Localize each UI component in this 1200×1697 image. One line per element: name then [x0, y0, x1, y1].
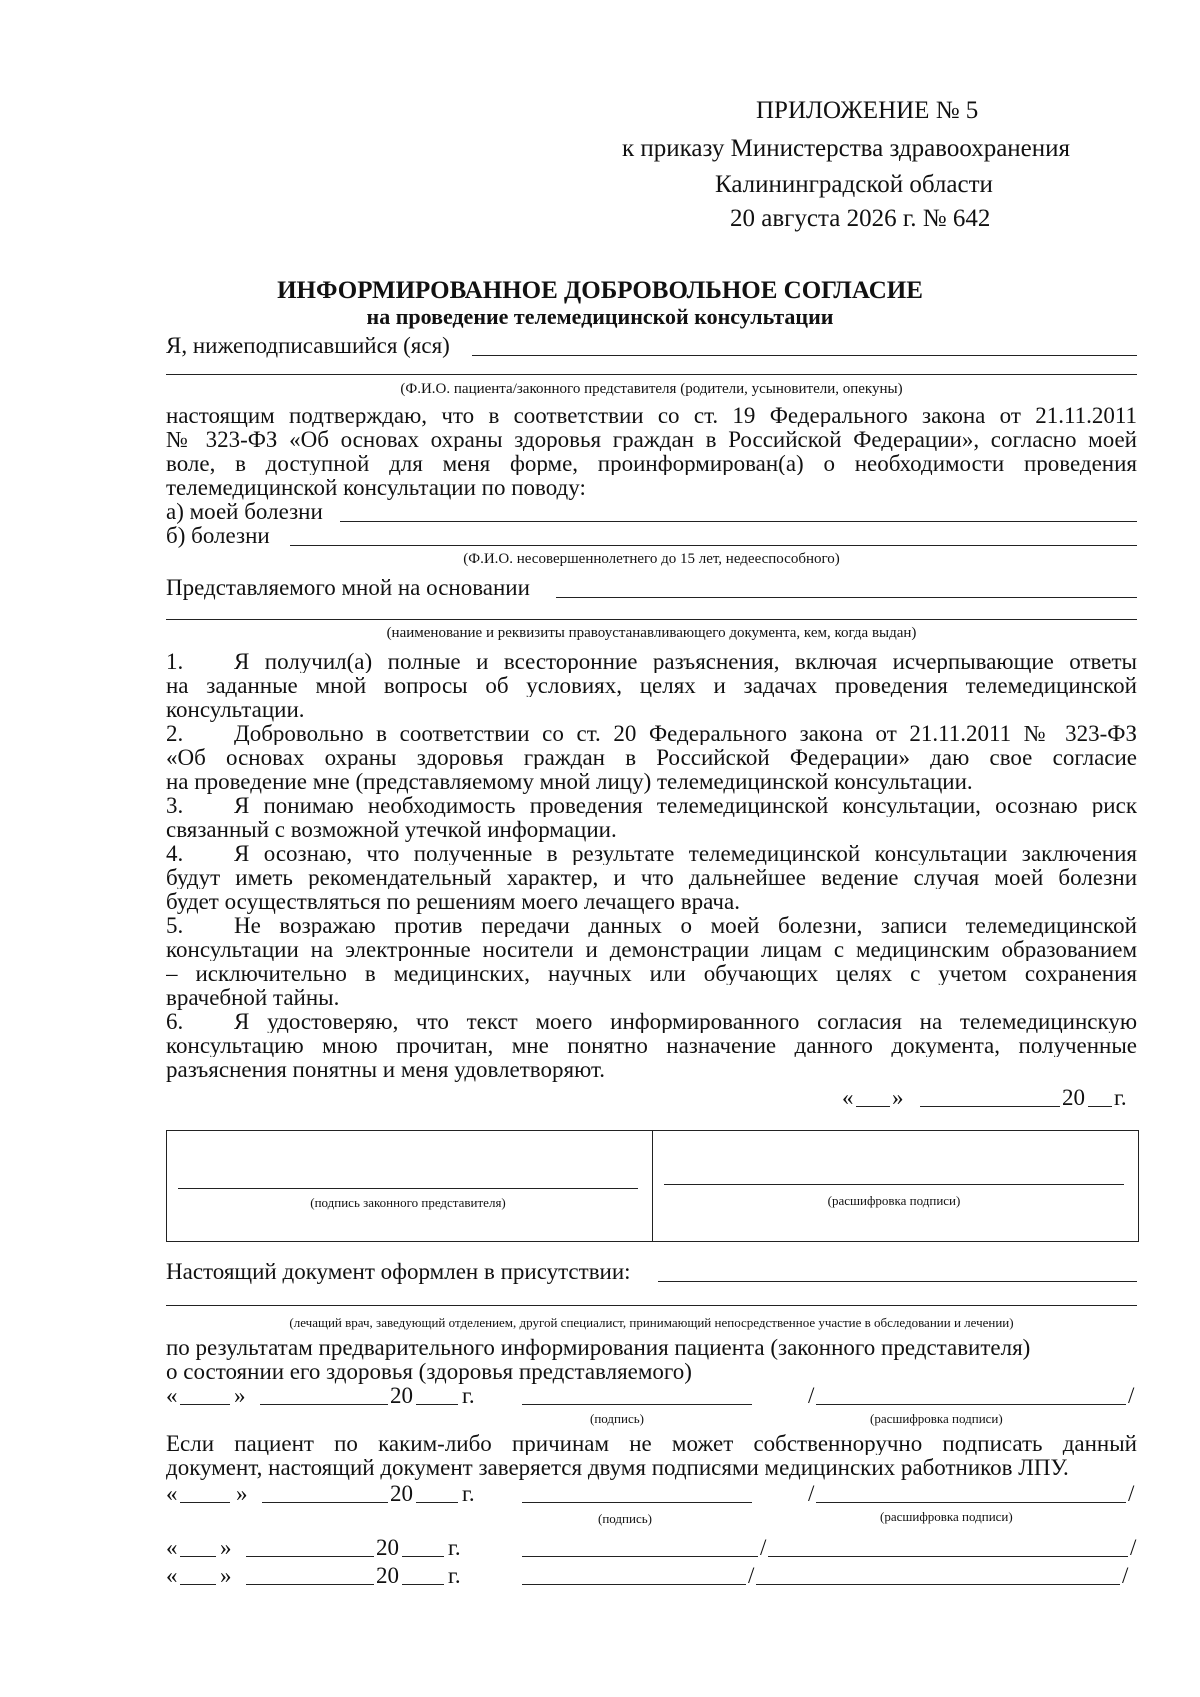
representative-signature-field[interactable] [178, 1188, 638, 1189]
item-5-line-3: – исключительно в медицинских, научных или обучающих целях с учетом сохранения [166, 962, 1137, 985]
representative-signature-caption: (подпись законного представителя) [310, 1195, 506, 1210]
intro-line-4: телемедицинской консультации по поводу: [166, 475, 586, 500]
fb1-day-field[interactable] [180, 1502, 230, 1503]
presence-signature-field[interactable] [522, 1404, 752, 1405]
item-6-line-1: Я удостоверяю, что текст моего информированного согласия на телемедицинскую [234, 1010, 1137, 1033]
option-b-label: б) болезни [166, 523, 270, 548]
signer-name-field[interactable] [472, 355, 1137, 356]
item-6-line-3: разъяснения понятны и меня удовлетворяют. [166, 1057, 606, 1082]
fb1-decode-caption: (расшифровка подписи) [880, 1509, 1013, 1524]
item-6-line-2: консультацию мною прочитан, мне понятно назначение данного документа, полученные [166, 1034, 1137, 1057]
fb2-open: « [166, 1535, 178, 1560]
intro-line-1: настоящим подтверждаю, что в соответствии со ст. 19 Федерального закона от 21.11.2011 [166, 404, 1137, 427]
presence-decode-caption: (расшифровка подписи) [870, 1411, 1003, 1426]
fb3-slash-left: / [748, 1563, 755, 1588]
document-subtitle: на проведение телемедицинской консультации [366, 304, 834, 329]
represented-label: Представляемого мной на основании [166, 575, 530, 600]
presence-year-prefix: 20 [390, 1383, 413, 1408]
date-open-quote: « [842, 1085, 854, 1110]
item-3-line-2: связанный с возможной утечкой информации. [166, 817, 617, 842]
presence-line-2: о состоянии его здоровья (здоровья представляемого) [166, 1359, 692, 1384]
fb1-year-suffix: г. [462, 1481, 475, 1506]
fb2-day-field[interactable] [180, 1556, 216, 1557]
option-b-field[interactable] [290, 545, 1137, 546]
date-day-field[interactable] [856, 1106, 890, 1107]
presence-month-field[interactable] [260, 1404, 388, 1405]
signature-decode-field[interactable] [664, 1184, 1124, 1185]
appendix-number: ПРИЛОЖЕНИЕ № 5 [756, 97, 979, 124]
signer-name-field-2[interactable] [166, 374, 1137, 375]
item-3-line-1: Я понимаю необходимость проведения телемедицинской консультации, осознаю риск [234, 794, 1137, 817]
fb3-signature-field[interactable] [522, 1584, 746, 1585]
signer-label: Я, нижеподписавшийся (яся) [166, 333, 450, 358]
order-date: 20 августа 2026 г. № 642 [730, 205, 991, 232]
fb1-sign-caption: (подпись) [598, 1511, 652, 1526]
region-name: Калининградской области [715, 171, 993, 198]
fb1-month-field[interactable] [262, 1502, 388, 1503]
represented-caption: (наименование и реквизиты правоустанавливающего документа, кем, когда выдан) [386, 625, 917, 641]
presence-year-suffix: г. [462, 1383, 475, 1408]
fb1-year-prefix: 20 [390, 1481, 413, 1506]
presence-label: Настоящий документ оформлен в присутствии: [166, 1259, 631, 1284]
item-5-line-4: врачебной тайны. [166, 985, 340, 1010]
option-a-field[interactable] [340, 521, 1137, 522]
order-reference: к приказу Министерства здравоохранения [622, 135, 1071, 162]
item-1-line-1: Я получил(а) полные и всесторонние разъяснения, включая исчерпывающие ответы [234, 650, 1137, 673]
date-year-prefix: 20 [1062, 1085, 1085, 1110]
presence-year-field[interactable] [416, 1404, 458, 1405]
item-5-line-1: Не возражаю против передачи данных о моей болезни, записи телемедицинской [234, 914, 1137, 937]
fb1-decode-field[interactable] [816, 1502, 1126, 1503]
item-1-line-3: консультации. [166, 697, 305, 722]
fb3-day-field[interactable] [180, 1584, 216, 1585]
date-close-quote: » [892, 1085, 904, 1110]
item-4-line-2: будут иметь рекомендательный характер, и что дальнейшее ведение случая моей болезни [166, 866, 1137, 889]
fb3-slash-right: / [1122, 1563, 1129, 1588]
presence-decode-field[interactable] [816, 1404, 1126, 1405]
fb2-year-field[interactable] [402, 1556, 444, 1557]
fb3-month-field[interactable] [246, 1584, 374, 1585]
fb3-year-suffix: г. [448, 1563, 461, 1588]
fb3-decode-field[interactable] [756, 1584, 1120, 1585]
item-5-number: 5. [166, 913, 184, 938]
presence-field-2[interactable] [166, 1305, 1137, 1306]
represented-field-2[interactable] [166, 619, 1137, 620]
fb1-close: » [236, 1481, 248, 1506]
fb1-year-field[interactable] [416, 1502, 458, 1503]
fallback-line-2: документ, настоящий документ заверяется двумя подписями медицинских работников ЛПУ. [166, 1455, 1069, 1480]
fb2-decode-field[interactable] [768, 1556, 1128, 1557]
represented-field[interactable] [556, 597, 1137, 598]
fb2-year-prefix: 20 [376, 1535, 399, 1560]
presence-date-open: « [166, 1383, 178, 1408]
option-a-label: а) моей болезни [166, 499, 323, 524]
presence-date-close: » [234, 1383, 246, 1408]
fb2-year-suffix: г. [448, 1535, 461, 1560]
presence-day-field[interactable] [180, 1404, 230, 1405]
fb2-slash-left: / [760, 1535, 767, 1560]
intro-line-2: № 323-ФЗ «Об основах охраны здоровья граждан в Российской Федерации», согласно моей [166, 428, 1137, 451]
fallback-line-1: Если пациент по каким-либо причинам не может собственноручно подписать данный [166, 1432, 1137, 1455]
fb3-close: » [220, 1563, 232, 1588]
presence-caption: (лечащий врач, заведующий отделением, другой специалист, принимающий непосредственное участие в обследовании и лечении) [289, 1315, 1014, 1330]
item-4-number: 4. [166, 841, 184, 866]
date-month-field[interactable] [920, 1106, 1060, 1107]
presence-slash-left: / [808, 1383, 815, 1408]
fb1-signature-field[interactable] [522, 1502, 752, 1503]
fb2-signature-field[interactable] [522, 1556, 758, 1557]
item-2-line-1: Добровольно в соответствии со ст. 20 Федерального закона от 21.11.2011 № 323-ФЗ [234, 722, 1137, 745]
fb1-open: « [166, 1481, 178, 1506]
item-2-line-2: «Об основах охраны здоровья граждан в Российской Федерации» даю свое согласие [166, 746, 1137, 769]
intro-line-3: воле, в доступной для меня форме, проинформирован(а) о необходимости проведения [166, 452, 1137, 475]
option-b-caption: (Ф.И.О. несовершеннолетнего до 15 лет, недееспособного) [463, 551, 840, 567]
fb2-month-field[interactable] [246, 1556, 374, 1557]
fb1-slash-right: / [1128, 1481, 1135, 1506]
item-5-line-2: консультации на электронные носители и демонстрации лицам с медицинским образованием [166, 938, 1137, 961]
presence-sign-caption: (подпись) [590, 1411, 644, 1426]
item-3-number: 3. [166, 793, 184, 818]
item-4-line-1: Я осознаю, что полученные в результате телемедицинской консультации заключения [234, 842, 1137, 865]
presence-slash-right: / [1128, 1383, 1135, 1408]
fb3-open: « [166, 1563, 178, 1588]
signature-box-divider [652, 1130, 653, 1241]
document-title: ИНФОРМИРОВАННОЕ ДОБРОВОЛЬНОЕ СОГЛАСИЕ [277, 277, 923, 304]
fb2-close: » [220, 1535, 232, 1560]
item-1-number: 1. [166, 649, 184, 674]
item-2-number: 2. [166, 721, 184, 746]
fb3-year-prefix: 20 [376, 1563, 399, 1588]
date-year-suffix: г. [1114, 1085, 1127, 1110]
signature-decode-caption: (расшифровка подписи) [827, 1193, 961, 1208]
signer-caption: (Ф.И.О. пациента/законного представителя (родители, усыновители, опекуны) [400, 381, 903, 397]
fb1-slash-left: / [808, 1481, 815, 1506]
fb3-year-field[interactable] [402, 1584, 444, 1585]
presence-field[interactable] [658, 1281, 1137, 1282]
presence-line-1: по результатам предварительного информирования пациента (законного представителя) [166, 1335, 1031, 1360]
fb2-slash-right: / [1130, 1535, 1137, 1560]
item-6-number: 6. [166, 1009, 184, 1034]
date-year-field[interactable] [1088, 1106, 1112, 1107]
item-2-line-3: на проведение мне (представляемому мной лицу) телемедицинской консультации. [166, 769, 973, 794]
item-4-line-3: будет осуществляться по решениям моего лечащего врача. [166, 889, 740, 914]
item-1-line-2: на заданные мной вопросы об условиях, целях и задачах проведения телемедицинской [166, 674, 1137, 697]
